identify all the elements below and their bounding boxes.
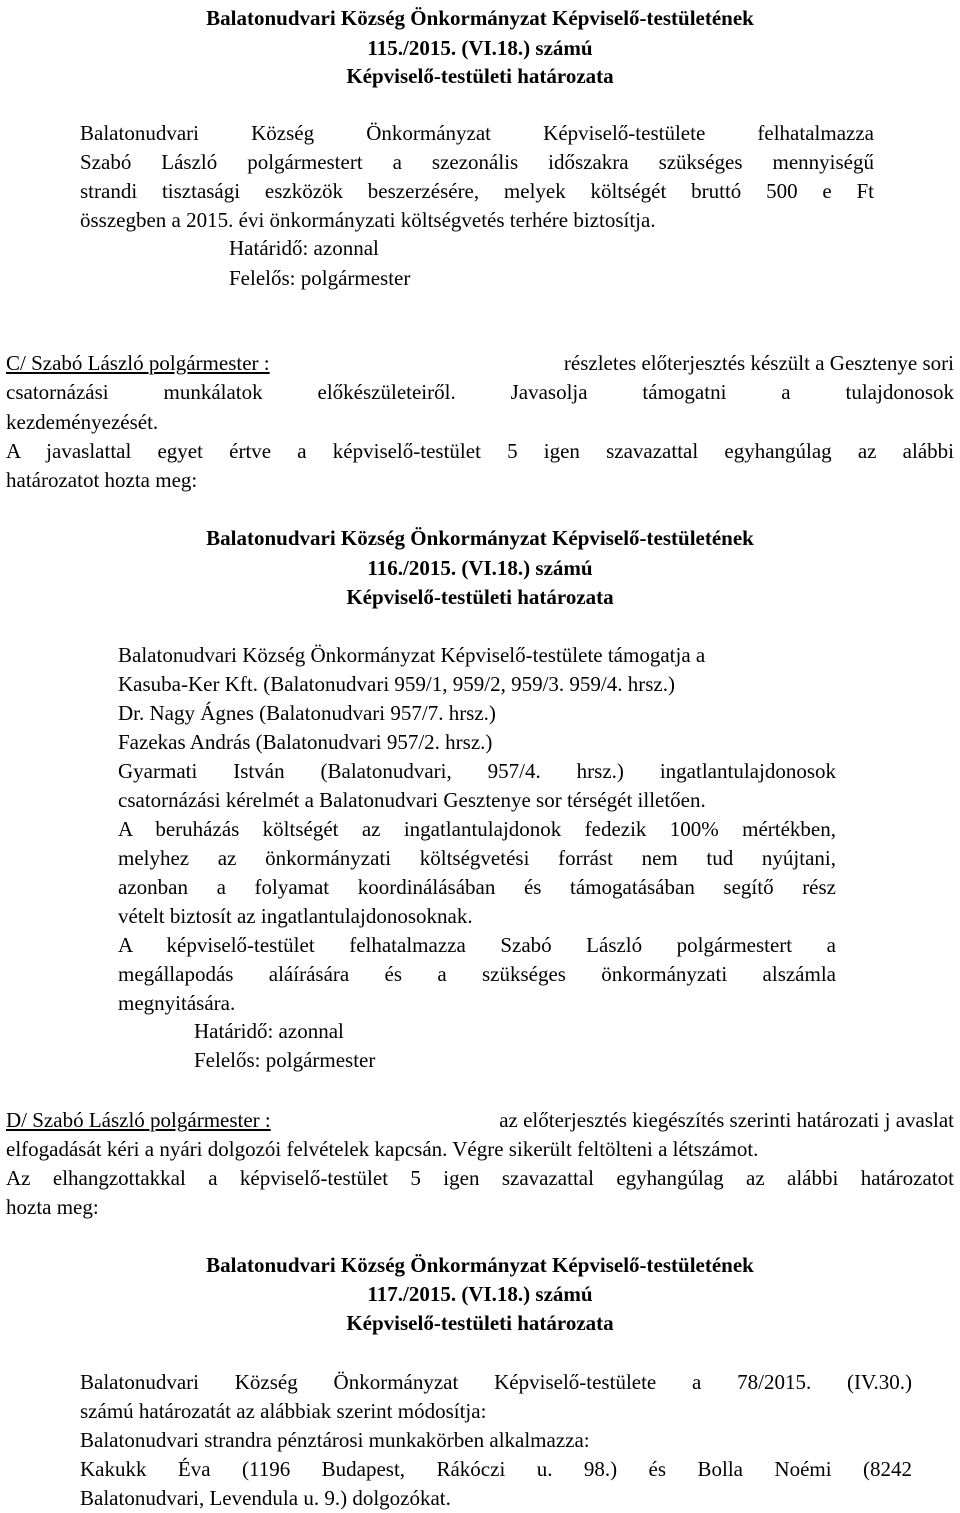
section-c-line3: kezdeményezését. <box>6 410 159 434</box>
resolution-116-body-line: azonban a folyamat koordinálásában és támogatásában segítő rész <box>118 875 836 899</box>
resolution-116-body-line: Kasuba-Ker Kft. (Balatonudvari 959/1, 959/2, 959/3. 959/4. hrsz.) <box>118 672 675 696</box>
resolution-116-deadline: Határidő: azonnal <box>194 1019 344 1043</box>
resolution-116-title: Képviselő-testületi határozata <box>346 585 614 609</box>
section-d-line1 <box>6 1107 954 1134</box>
resolution-116-body-line: A képviselő-testület felhatalmazza Szabó László polgármestert a <box>118 933 836 957</box>
resolution-117-title: Képviselő-testületi határozata <box>346 1311 614 1335</box>
resolution-116-body-line: vételt biztosít az ingatlantulajdonosoknak. <box>118 904 473 928</box>
resolution-115-responsible: Felelős: polgármester <box>229 266 411 290</box>
resolution-115-heading-line1: Balatonudvari Község Önkormányzat Képviselő-testületének <box>206 6 754 30</box>
resolution-115-body-line: összegben a 2015. évi önkormányzati költségvetés terhére biztosítja. <box>80 208 656 232</box>
resolution-117-body-line: Kakukk Éva (1196 Budapest, Rákóczi u. 98.) és Bolla Noémi (8242 <box>80 1457 912 1481</box>
resolution-117-body-line: Balatonudvari, Levendula u. 9.) dolgozókat. <box>80 1486 451 1510</box>
section-d-line2: elfogadását kéri a nyári dolgozói felvételek kapcsán. Végre sikerült feltölteni a létszámot. <box>6 1137 759 1161</box>
resolution-116-body-line: A beruházás költségét az ingatlantulajdonok fedezik 100% mértékben, <box>118 817 836 841</box>
resolution-117-number: 117./2015. (VI.18.) számú <box>367 1282 593 1306</box>
resolution-116-body-line: megnyitására. <box>118 991 236 1015</box>
section-d-line4: hozta meg: <box>6 1195 99 1219</box>
section-c-line1-rest: részletes előterjesztés készült a Gesztenye sori <box>563 351 954 375</box>
resolution-116-heading-line1: Balatonudvari Község Önkormányzat Képviselő-testületének <box>206 526 754 550</box>
section-c-line2: csatornázási munkálatok előkészületeiről. Javasolja támogatni a tulajdonosok <box>6 380 954 404</box>
section-d-line3: Az elhangzottakkal a képviselő-testület 5 igen szavazattal egyhangúlag az alábbi határozatot <box>6 1166 954 1190</box>
section-c-label: C/ Szabó László polgármester : <box>6 351 270 375</box>
resolution-117-heading-line1: Balatonudvari Község Önkormányzat Képviselő-testületének <box>206 1253 754 1277</box>
resolution-116-number: 116./2015. (VI.18.) számú <box>367 556 593 580</box>
resolution-116-body-line: Fazekas András (Balatonudvari 957/2. hrsz.) <box>118 730 493 754</box>
section-c-line4: A javaslattal egyet értve a képviselő-testület 5 igen szavazattal egyhangúlag az alábbi <box>6 439 954 463</box>
resolution-115-number: 115./2015. (VI.18.) számú <box>367 36 593 60</box>
resolution-116-body-line: Balatonudvari Község Önkormányzat Képviselő-testülete támogatja a <box>118 643 706 667</box>
resolution-116-body-line: csatornázási kérelmét a Balatonudvari Gesztenye sor térségét illetően. <box>118 788 706 812</box>
section-c-line1 <box>6 350 954 377</box>
resolution-116-body-line: melyhez az önkormányzati költségvetési forrást nem tud nyújtani, <box>118 846 836 870</box>
resolution-117-body-line: Balatonudvari Község Önkormányzat Képviselő-testülete a 78/2015. (IV.30.) <box>80 1370 912 1394</box>
section-d-label: D/ Szabó László polgármester : <box>6 1108 271 1132</box>
resolution-116-body-line: megállapodás aláírására és a szükséges önkormányzati alszámla <box>118 962 836 986</box>
resolution-116-body-line: Dr. Nagy Ágnes (Balatonudvari 957/7. hrsz.) <box>118 701 496 725</box>
resolution-116-responsible: Felelős: polgármester <box>194 1048 376 1072</box>
resolution-115-body-line: Szabó László polgármestert a szezonális időszakra szükséges mennyiségű <box>80 150 874 174</box>
section-d-line1-rest: az előterjesztés kiegészítés szerinti határozati j avaslat <box>499 1108 954 1132</box>
resolution-115-body-line: Balatonudvari Község Önkormányzat Képviselő-testülete felhatalmazza <box>80 121 874 145</box>
section-c-line5: határozatot hozta meg: <box>6 468 198 492</box>
resolution-117-body-line: számú határozatát az alábbiak szerint módosítja: <box>80 1399 487 1423</box>
resolution-115-title: Képviselő-testületi határozata <box>346 64 614 88</box>
resolution-116-body-line: Gyarmati István (Balatonudvari, 957/4. hrsz.) ingatlantulajdonosok <box>118 759 836 783</box>
resolution-117-body-line: Balatonudvari strandra pénztárosi munkakörben alkalmazza: <box>80 1428 590 1452</box>
resolution-115-body-line: strandi tisztasági eszközök beszerzésére, melyek költségét bruttó 500 e Ft <box>80 179 874 203</box>
resolution-115-deadline: Határidő: azonnal <box>229 236 379 260</box>
